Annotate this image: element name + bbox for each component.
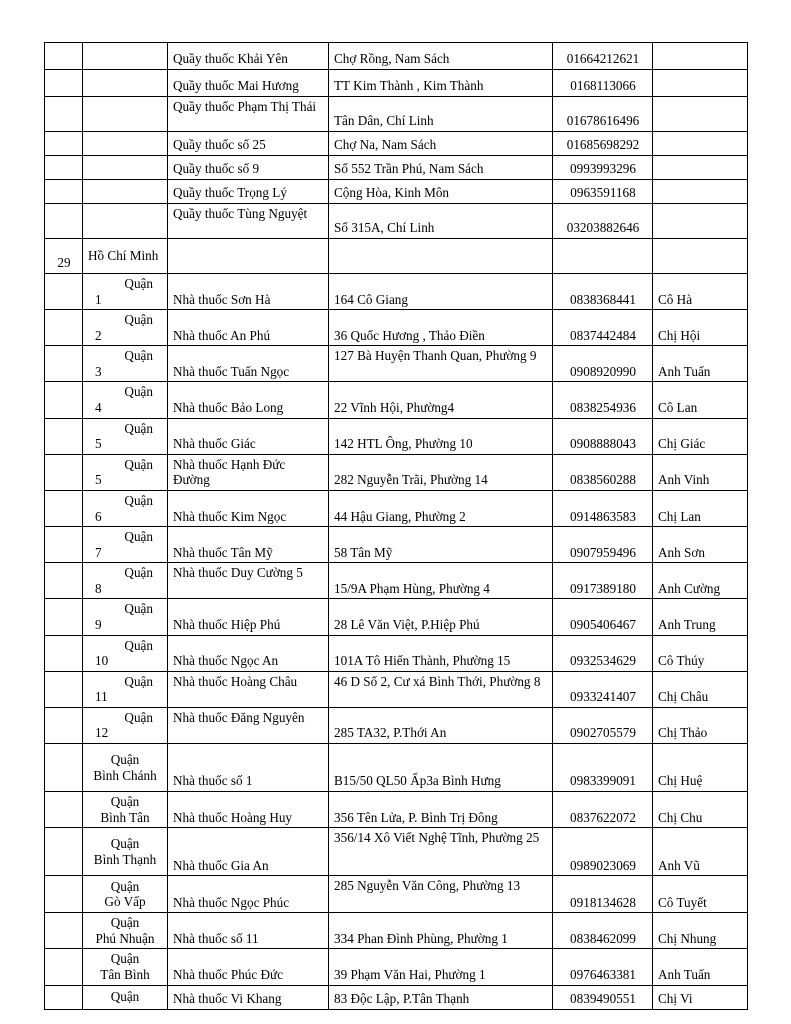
district-number: Bình Tân xyxy=(100,809,150,825)
table-row xyxy=(45,382,748,418)
district-number: Tân Bình xyxy=(100,966,150,982)
cell-pharmacy-name: Nhà thuốc Hoàng Châu xyxy=(168,671,329,707)
cell-pharmacy-name: Nhà thuốc Hiệp Phú xyxy=(168,599,329,635)
cell-no xyxy=(45,156,83,180)
cell-address: 36 Quốc Hương , Thảo Điền xyxy=(329,310,553,346)
cell-contact xyxy=(653,239,748,274)
table-row xyxy=(45,527,748,563)
cell-contact xyxy=(653,43,748,70)
cell-contact: Anh Trung xyxy=(653,599,748,635)
district-label: Quận xyxy=(110,878,140,894)
cell-pharmacy-name: Quầy thuốc Khải Yên xyxy=(168,43,329,70)
cell-pharmacy-name: Quầy thuốc Mai Hương xyxy=(168,70,329,97)
cell-contact xyxy=(653,132,748,156)
cell-district xyxy=(83,671,168,707)
cell-pharmacy-name: Nhà thuốc Gia An xyxy=(168,828,329,876)
cell-no xyxy=(45,949,83,985)
cell-address: 285 TA32, P.Thới An xyxy=(329,707,553,743)
cell-pharmacy-name: Nhà thuốc Duy Cường 5 xyxy=(168,563,329,599)
cell-contact: Chị Vi xyxy=(653,985,748,1009)
cell-address: 39 Phạm Văn Hai, Phường 1 xyxy=(329,949,553,985)
cell-no xyxy=(45,744,83,792)
cell-province xyxy=(83,156,168,180)
cell-no xyxy=(45,792,83,828)
table-row xyxy=(45,204,748,239)
cell-phone: 0907959496 xyxy=(553,527,653,563)
cell-contact: Anh Tuấn xyxy=(653,949,748,985)
cell-address: 334 Phan Đình Phùng, Phường 1 xyxy=(329,913,553,949)
cell-contact: Chị Thảo xyxy=(653,707,748,743)
cell-phone: 0838368441 xyxy=(553,274,653,310)
cell-contact: Chị Hội xyxy=(653,310,748,346)
cell-province xyxy=(83,97,168,132)
cell-address: Số 552 Trần Phú, Nam Sách xyxy=(329,156,553,180)
cell-district xyxy=(83,599,168,635)
cell-no xyxy=(45,43,83,70)
cell-phone: 0908920990 xyxy=(553,346,653,382)
cell-district xyxy=(83,792,168,828)
district-number: 8 xyxy=(95,580,102,596)
cell-address: 83 Độc Lập, P.Tân Thạnh xyxy=(329,985,553,1009)
cell-contact xyxy=(653,97,748,132)
cell-phone: 0983399091 xyxy=(553,744,653,792)
district-number: 1 xyxy=(95,291,102,307)
cell-pharmacy-name: Nhà thuốc Hạnh Đức Đường xyxy=(168,454,329,490)
table-row xyxy=(45,949,748,985)
table-row xyxy=(45,985,748,1009)
cell-pharmacy-name: Nhà thuốc Kim Ngọc xyxy=(168,490,329,526)
district-label: Quận xyxy=(124,601,153,617)
table-row xyxy=(45,792,748,828)
cell-address: 164 Cô Giang xyxy=(329,274,553,310)
cell-phone: 03203882646 xyxy=(553,204,653,239)
cell-contact: Cô Lan xyxy=(653,382,748,418)
district-number: Gò Vấp xyxy=(104,894,146,910)
pharmacy-registry-table xyxy=(44,42,748,1010)
table-row xyxy=(45,707,748,743)
cell-contact: Anh Tuấn xyxy=(653,346,748,382)
cell-no xyxy=(45,132,83,156)
district-label: Quận xyxy=(110,794,140,810)
cell-no xyxy=(45,913,83,949)
cell-phone: 01664212621 xyxy=(553,43,653,70)
cell-pharmacy-name: Nhà thuốc Sơn Hà xyxy=(168,274,329,310)
cell-address: 101A Tô Hiến Thành, Phường 15 xyxy=(329,635,553,671)
cell-pharmacy-name: Nhà thuốc Ngọc Phúc xyxy=(168,876,329,913)
table-row xyxy=(45,274,748,310)
cell-province xyxy=(83,204,168,239)
cell-district xyxy=(83,949,168,985)
table-row xyxy=(45,156,748,180)
cell-address: Chợ Na, Nam Sách xyxy=(329,132,553,156)
cell-district xyxy=(83,876,168,913)
district-label: Quận xyxy=(124,420,153,436)
cell-address: 285 Nguyễn Văn Công, Phường 13 xyxy=(329,876,553,913)
cell-contact xyxy=(653,70,748,97)
cell-no xyxy=(45,527,83,563)
cell-phone: 01685698292 xyxy=(553,132,653,156)
cell-no xyxy=(45,985,83,1009)
district-number: Phú Nhuận xyxy=(95,930,155,946)
district-number: 9 xyxy=(95,616,102,632)
cell-no xyxy=(45,454,83,490)
district-number: 2 xyxy=(95,327,102,343)
cell-address: Tân Dân, Chí Linh xyxy=(329,97,553,132)
cell-district xyxy=(83,418,168,454)
cell-pharmacy-name: Nhà thuốc số 1 xyxy=(168,744,329,792)
cell-phone: 0933241407 xyxy=(553,671,653,707)
cell-pharmacy-name: Quầy thuốc Trọng Lý xyxy=(168,180,329,204)
cell-address xyxy=(329,239,553,274)
district-label: Quận xyxy=(124,348,153,364)
district-label: Quận xyxy=(124,312,153,328)
table-row xyxy=(45,563,748,599)
cell-no xyxy=(45,490,83,526)
table-row xyxy=(45,671,748,707)
cell-no xyxy=(45,382,83,418)
cell-no xyxy=(45,563,83,599)
cell-district xyxy=(83,828,168,876)
cell-district xyxy=(83,346,168,382)
table-row xyxy=(45,599,748,635)
cell-address: 46 D Số 2, Cư xá Bình Thới, Phường 8 xyxy=(329,671,553,707)
cell-no xyxy=(45,70,83,97)
cell-phone: 0905406467 xyxy=(553,599,653,635)
cell-phone: 0839490551 xyxy=(553,985,653,1009)
table-row xyxy=(45,346,748,382)
district-number: Bình Thạnh xyxy=(93,851,157,867)
cell-contact: Chị Chu xyxy=(653,792,748,828)
cell-province xyxy=(83,70,168,97)
cell-address: B15/50 QL50 Ấp3a Bình Hưng xyxy=(329,744,553,792)
cell-pharmacy-name: Nhà thuốc Hoàng Huy xyxy=(168,792,329,828)
cell-phone: 0837622072 xyxy=(553,792,653,828)
district-label: Quận xyxy=(110,836,140,852)
district-label: Quận xyxy=(124,276,153,291)
cell-no xyxy=(45,876,83,913)
cell-phone xyxy=(553,239,653,274)
cell-contact: Chị Giác xyxy=(653,418,748,454)
cell-contact xyxy=(653,204,748,239)
cell-pharmacy-name: Quầy thuốc số 25 xyxy=(168,132,329,156)
table-row xyxy=(45,876,748,913)
cell-phone: 0902705579 xyxy=(553,707,653,743)
cell-district xyxy=(83,635,168,671)
district-label: Quận xyxy=(124,384,153,400)
cell-no xyxy=(45,204,83,239)
table-row xyxy=(45,132,748,156)
table-row xyxy=(45,70,748,97)
cell-pharmacy-name xyxy=(168,239,329,274)
district-number: 5 xyxy=(95,436,102,452)
table-row-province-header xyxy=(45,239,748,274)
cell-contact: Chị Nhung xyxy=(653,913,748,949)
cell-pharmacy-name: Nhà thuốc Tân Mỹ xyxy=(168,527,329,563)
cell-phone: 0918134628 xyxy=(553,876,653,913)
district-number: 5 xyxy=(95,472,102,488)
district-label: Quận xyxy=(124,637,153,653)
table-row xyxy=(45,490,748,526)
cell-no xyxy=(45,346,83,382)
cell-contact: Cô Thúy xyxy=(653,635,748,671)
cell-address: TT Kim Thành , Kim Thành xyxy=(329,70,553,97)
cell-address: 282 Nguyễn Trãi, Phường 14 xyxy=(329,454,553,490)
cell-address: 15/9A Phạm Hùng, Phường 4 xyxy=(329,563,553,599)
cell-phone: 0989023069 xyxy=(553,828,653,876)
cell-no xyxy=(45,310,83,346)
table-row xyxy=(45,454,748,490)
cell-district xyxy=(83,913,168,949)
cell-district xyxy=(83,310,168,346)
cell-contact: Anh Vũ xyxy=(653,828,748,876)
cell-pharmacy-name: Nhà thuốc Phúc Đức xyxy=(168,949,329,985)
cell-address: 356/14 Xô Viết Nghệ Tĩnh, Phường 25 xyxy=(329,828,553,876)
cell-no xyxy=(45,671,83,707)
cell-district xyxy=(83,985,168,1009)
cell-district xyxy=(83,490,168,526)
district-label: Quận xyxy=(124,565,153,581)
district-number: 6 xyxy=(95,508,102,524)
cell-province xyxy=(83,180,168,204)
cell-province: Hồ Chí Minh xyxy=(83,239,168,274)
cell-no xyxy=(45,97,83,132)
table-row xyxy=(45,635,748,671)
cell-phone: 0932534629 xyxy=(553,635,653,671)
table-row xyxy=(45,744,748,792)
cell-phone: 0837442484 xyxy=(553,310,653,346)
cell-contact: Anh Cường xyxy=(653,563,748,599)
cell-address: Cộng Hòa, Kinh Môn xyxy=(329,180,553,204)
cell-pharmacy-name: Nhà thuốc Bảo Long xyxy=(168,382,329,418)
registry-sheet xyxy=(44,42,747,1010)
district-number: 7 xyxy=(95,544,102,560)
district-number: 4 xyxy=(95,400,102,416)
cell-address: 142 HTL Ông, Phường 10 xyxy=(329,418,553,454)
cell-address: 44 Hậu Giang, Phường 2 xyxy=(329,490,553,526)
district-label: Quận xyxy=(124,456,153,472)
cell-no: 29 xyxy=(45,239,83,274)
table-row xyxy=(45,180,748,204)
cell-no xyxy=(45,707,83,743)
cell-contact: Chị Huệ xyxy=(653,744,748,792)
district-label: Quận xyxy=(124,529,153,545)
cell-phone: 01678616496 xyxy=(553,97,653,132)
cell-district xyxy=(83,707,168,743)
cell-pharmacy-name: Nhà thuốc Giác xyxy=(168,418,329,454)
cell-no xyxy=(45,418,83,454)
table-row xyxy=(45,828,748,876)
cell-province xyxy=(83,132,168,156)
cell-district xyxy=(83,382,168,418)
district-number: 12 xyxy=(95,725,109,741)
cell-contact: Anh Sơn xyxy=(653,527,748,563)
cell-contact: Chị Lan xyxy=(653,490,748,526)
cell-no xyxy=(45,274,83,310)
cell-pharmacy-name: Nhà thuốc Ngọc An xyxy=(168,635,329,671)
cell-contact: Cô Hà xyxy=(653,274,748,310)
cell-district xyxy=(83,527,168,563)
district-number: 11 xyxy=(95,689,108,705)
cell-phone: 0963591168 xyxy=(553,180,653,204)
district-label: Quận xyxy=(110,951,140,967)
cell-phone: 0838462099 xyxy=(553,913,653,949)
cell-contact: Anh Vinh xyxy=(653,454,748,490)
cell-no xyxy=(45,180,83,204)
cell-pharmacy-name: Nhà thuốc Tuấn Ngọc xyxy=(168,346,329,382)
cell-pharmacy-name: Nhà thuốc An Phú xyxy=(168,310,329,346)
cell-contact: Cô Tuyết xyxy=(653,876,748,913)
cell-pharmacy-name: Nhà thuốc Vi Khang xyxy=(168,985,329,1009)
table-row xyxy=(45,97,748,132)
table-row xyxy=(45,310,748,346)
cell-no xyxy=(45,599,83,635)
cell-address: 356 Tên Lửa, P. Bình Trị Đông xyxy=(329,792,553,828)
district-number: 3 xyxy=(95,363,102,379)
cell-address: 127 Bà Huyện Thanh Quan, Phường 9 xyxy=(329,346,553,382)
cell-pharmacy-name: Quầy thuốc số 9 xyxy=(168,156,329,180)
cell-address: Số 315A, Chí Linh xyxy=(329,204,553,239)
cell-district xyxy=(83,563,168,599)
cell-phone: 0908888043 xyxy=(553,418,653,454)
cell-phone: 0168113066 xyxy=(553,70,653,97)
cell-phone: 0993993296 xyxy=(553,156,653,180)
cell-district xyxy=(83,274,168,310)
district-label: Quận xyxy=(110,751,140,767)
district-number: 10 xyxy=(95,653,109,669)
table-row xyxy=(45,43,748,70)
cell-address: 58 Tân Mỹ xyxy=(329,527,553,563)
cell-contact xyxy=(653,156,748,180)
cell-phone: 0838254936 xyxy=(553,382,653,418)
cell-contact xyxy=(653,180,748,204)
cell-district xyxy=(83,454,168,490)
cell-phone: 0838560288 xyxy=(553,454,653,490)
district-label: Quận xyxy=(124,673,153,689)
cell-pharmacy-name: Quầy thuốc Tùng Nguyệt xyxy=(168,204,329,239)
table-row xyxy=(45,418,748,454)
cell-district xyxy=(83,744,168,792)
cell-contact: Chị Châu xyxy=(653,671,748,707)
district-label: Quận xyxy=(110,915,140,931)
cell-address: 28 Lê Văn Việt, P.Hiệp Phú xyxy=(329,599,553,635)
cell-pharmacy-name: Nhà thuốc Đăng Nguyên xyxy=(168,707,329,743)
table-body xyxy=(45,43,748,1010)
cell-no xyxy=(45,828,83,876)
cell-no xyxy=(45,635,83,671)
cell-address: 22 Vĩnh Hội, Phường4 xyxy=(329,382,553,418)
cell-phone: 0976463381 xyxy=(553,949,653,985)
table-row xyxy=(45,913,748,949)
cell-pharmacy-name: Quầy thuốc Phạm Thị Thái xyxy=(168,97,329,132)
district-label: Quận xyxy=(124,492,153,508)
district-label: Quận xyxy=(110,989,140,1005)
cell-province xyxy=(83,43,168,70)
district-number: Bình Chánh xyxy=(93,767,157,783)
cell-phone: 0914863583 xyxy=(553,490,653,526)
cell-phone: 0917389180 xyxy=(553,563,653,599)
district-label: Quận xyxy=(124,709,153,725)
cell-pharmacy-name: Nhà thuốc số 11 xyxy=(168,913,329,949)
cell-address: Chợ Rồng, Nam Sách xyxy=(329,43,553,70)
